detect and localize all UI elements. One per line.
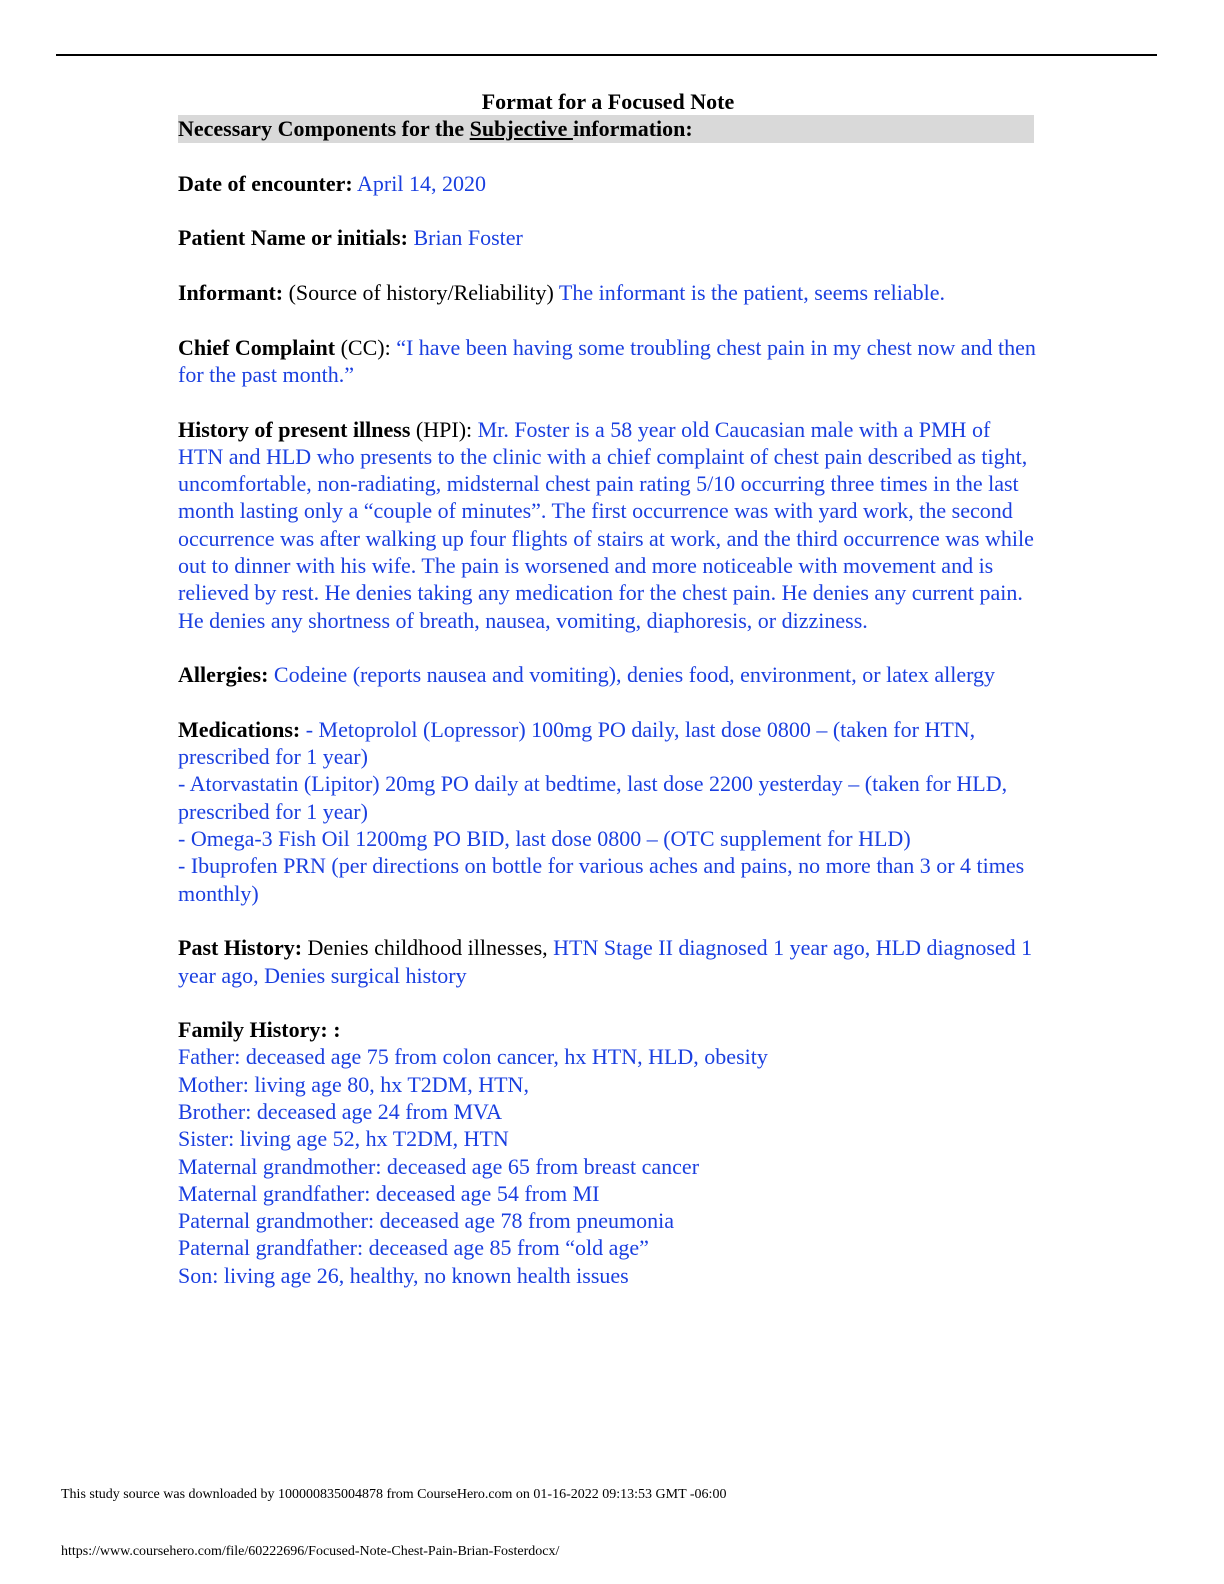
medications-label: Medications: [178, 716, 301, 742]
chief-complaint-value: “I have been having some troubling chest pain in my chest now and then for the past month.” [178, 334, 1036, 387]
family-history-item: Father: deceased age 75 from colon cancer, hx HTN, HLD, obesity [178, 1044, 768, 1070]
hpi-note: (HPI): [410, 416, 478, 442]
subjective-header-underlined: Subjective [469, 116, 573, 142]
document-body [178, 88, 1038, 1289]
subjective-header-prefix: Necessary Components for the [178, 116, 470, 142]
informant-value: The informant is the patient, seems reliable. [558, 280, 945, 306]
family-history-item: Brother: deceased age 24 from MVA [178, 1098, 502, 1124]
date-value: April 14, 2020 [357, 170, 486, 196]
top-rule [56, 54, 1157, 56]
past-history-note: Denies childhood illnesses, [302, 935, 554, 961]
family-history-item: Maternal grandmother: deceased age 65 from breast cancer [178, 1153, 700, 1179]
family-history-item: Sister: living age 52, hx T2DM, HTN [178, 1126, 509, 1152]
chief-complaint-section [178, 334, 1038, 389]
chief-complaint-note: (CC): [335, 334, 397, 360]
allergies-section [178, 661, 1038, 688]
subjective-header-suffix: information: [572, 116, 693, 142]
family-history-item: Paternal grandmother: deceased age 78 from pneumonia [178, 1208, 675, 1234]
past-history-value: HTN Stage II diagnosed 1 year ago, HLD diagnosed 1 year ago, Denies surgical history [178, 935, 1033, 988]
informant-section [178, 279, 1038, 306]
family-history-item: Mother: living age 80, hx T2DM, HTN, [178, 1071, 529, 1097]
patient-label: Patient Name or initials: [178, 225, 408, 251]
date-section [178, 170, 1038, 197]
informant-label: Informant: [178, 280, 284, 306]
informant-note: (Source of history/Reliability) [283, 280, 559, 306]
subjective-header [178, 115, 1034, 142]
family-history-label: Family History: : [178, 1017, 341, 1043]
allergies-label: Allergies: [178, 662, 269, 688]
document-title: Format for a Focused Note [481, 89, 735, 114]
family-history-item: Paternal grandfather: deceased age 85 from “old age” [178, 1235, 649, 1261]
hpi-section [178, 416, 1038, 634]
past-history-section [178, 934, 1038, 989]
medications-section [178, 716, 1038, 907]
hpi-label: History of present illness [178, 416, 411, 442]
family-history-item: Maternal grandfather: deceased age 54 from MI [178, 1180, 600, 1206]
family-history-section [178, 1016, 1038, 1289]
allergies-value: Codeine (reports nausea and vomiting), denies food, environment, or latex allergy [273, 662, 996, 688]
medication-item: - Atorvastatin (Lipitor) 20mg PO daily at bedtime, last dose 2200 yesterday – (taken for HLD, prescribed for 1 year) [178, 771, 1008, 824]
download-note: This study source was downloaded by 100000835004878 from CourseHero.com on 01-16-2022 09:13:53 GMT -06:00 [61, 1487, 727, 1502]
source-url-link[interactable]: https://www.coursehero.com/file/60222696/Focused-Note-Chest-Pain-Brian-Fosterdocx/ [61, 1544, 560, 1559]
date-label: Date of encounter: [178, 170, 353, 196]
patient-value: Brian Foster [413, 225, 523, 251]
past-history-label: Past History: [178, 935, 303, 961]
hpi-value: Mr. Foster is a 58 year old Caucasian male with a PMH of HTN and HLD who presents to the clinic with a chief complaint of chest pain described as tight, uncomfortable, non-radiating, midsternal chest pain rating 5/10 occurring three times in the last month lasting only a “couple of minutes”. The first occurrence was with yard work, the second occurrence was after walking up four flights of stairs at work, and the third occurrence was while out to dinner with his wife. The pain is worsened and more noticeable with movement and is relieved by rest. He denies taking any medication for the chest pain. He denies any current pain. He denies any shortness of breath, nausea, vomiting, diaphoresis, or dizziness. [178, 416, 1034, 633]
patient-section [178, 224, 1038, 251]
medication-item: - Metoprolol (Lopressor) 100mg PO daily, last dose 0800 – (taken for HTN, prescribed for 1 year) [178, 716, 976, 770]
medication-item: - Omega-3 Fish Oil 1200mg PO BID, last dose 0800 – (OTC supplement for HLD) [178, 826, 911, 852]
family-history-item: Son: living age 26, healthy, no known health issues [178, 1262, 629, 1288]
chief-complaint-label: Chief Complaint [178, 334, 336, 360]
medication-item: - Ibuprofen PRN (per directions on bottle for various aches and pains, no more than 3 or 4 times monthly) [178, 853, 1025, 906]
